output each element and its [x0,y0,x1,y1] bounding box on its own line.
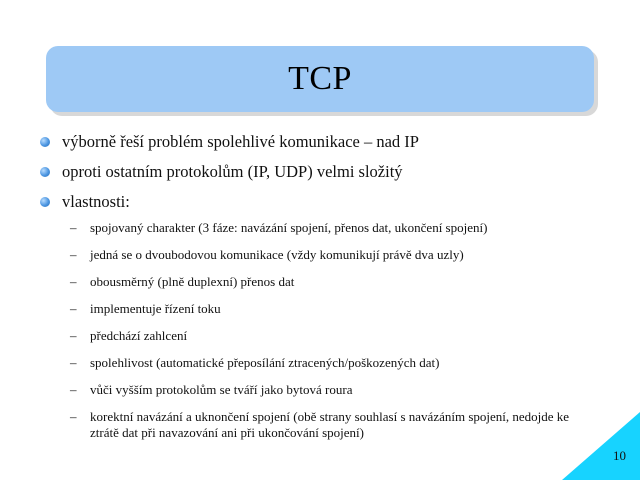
bullet-text: výborně řeší problém spolehlivé komunikace – nad IP [62,132,419,151]
sub-item [70,409,600,441]
dash-icon: – [70,274,77,289]
sub-item-text: jedná se o dvoubodovou komunikace (vždy komunikují právě dva uzly) [90,247,464,262]
dash-icon: – [70,301,77,316]
sub-item [70,274,600,290]
dash-icon: – [70,247,77,262]
bullet-item [40,162,600,182]
bullet-text: oproti ostatním protokolům (IP, UDP) velmi složitý [62,162,403,181]
corner-decoration [562,412,640,480]
sub-item-text: spojovaný charakter (3 fáze: navázání spojení, přenos dat, ukončení spojení) [90,220,488,235]
sub-item [70,301,600,317]
bullet-dot-icon [40,137,50,147]
sub-item-text: korektní navázání a uknončení spojení (obě strany souhlasí s navázáním spojení, nedojde ke ztrátě dat při navazování ani při ukončování spojení) [90,409,570,440]
dash-icon: – [70,328,77,343]
sub-item [70,247,600,263]
dash-icon: – [70,355,77,370]
title-box [46,46,594,112]
bullet-item [40,192,600,212]
sub-item [70,328,600,344]
sub-item [70,355,600,371]
bullet-text: vlastnosti: [62,192,130,211]
bullet-dot-icon [40,197,50,207]
sub-item [70,382,600,398]
bullet-item [40,132,600,152]
dash-icon: – [70,409,77,424]
sub-item-text: spolehlivost (automatické přeposílání ztracených/poškozených dat) [90,355,440,370]
slide-title: TCP [288,60,352,97]
sub-item-text: obousměrný (plně duplexní) přenos dat [90,274,295,289]
slide-content [40,132,600,452]
sub-item-text: vůči vyšším protokolům se tváří jako bytová roura [90,382,353,397]
sub-item [70,220,600,236]
bullet-dot-icon [40,167,50,177]
dash-icon: – [70,220,77,235]
page-number: 10 [613,448,626,463]
dash-icon: – [70,382,77,397]
sub-item-text: implementuje řízení toku [90,301,221,316]
sub-item-text: předchází zahlcení [90,328,188,343]
properties-list [40,220,600,441]
